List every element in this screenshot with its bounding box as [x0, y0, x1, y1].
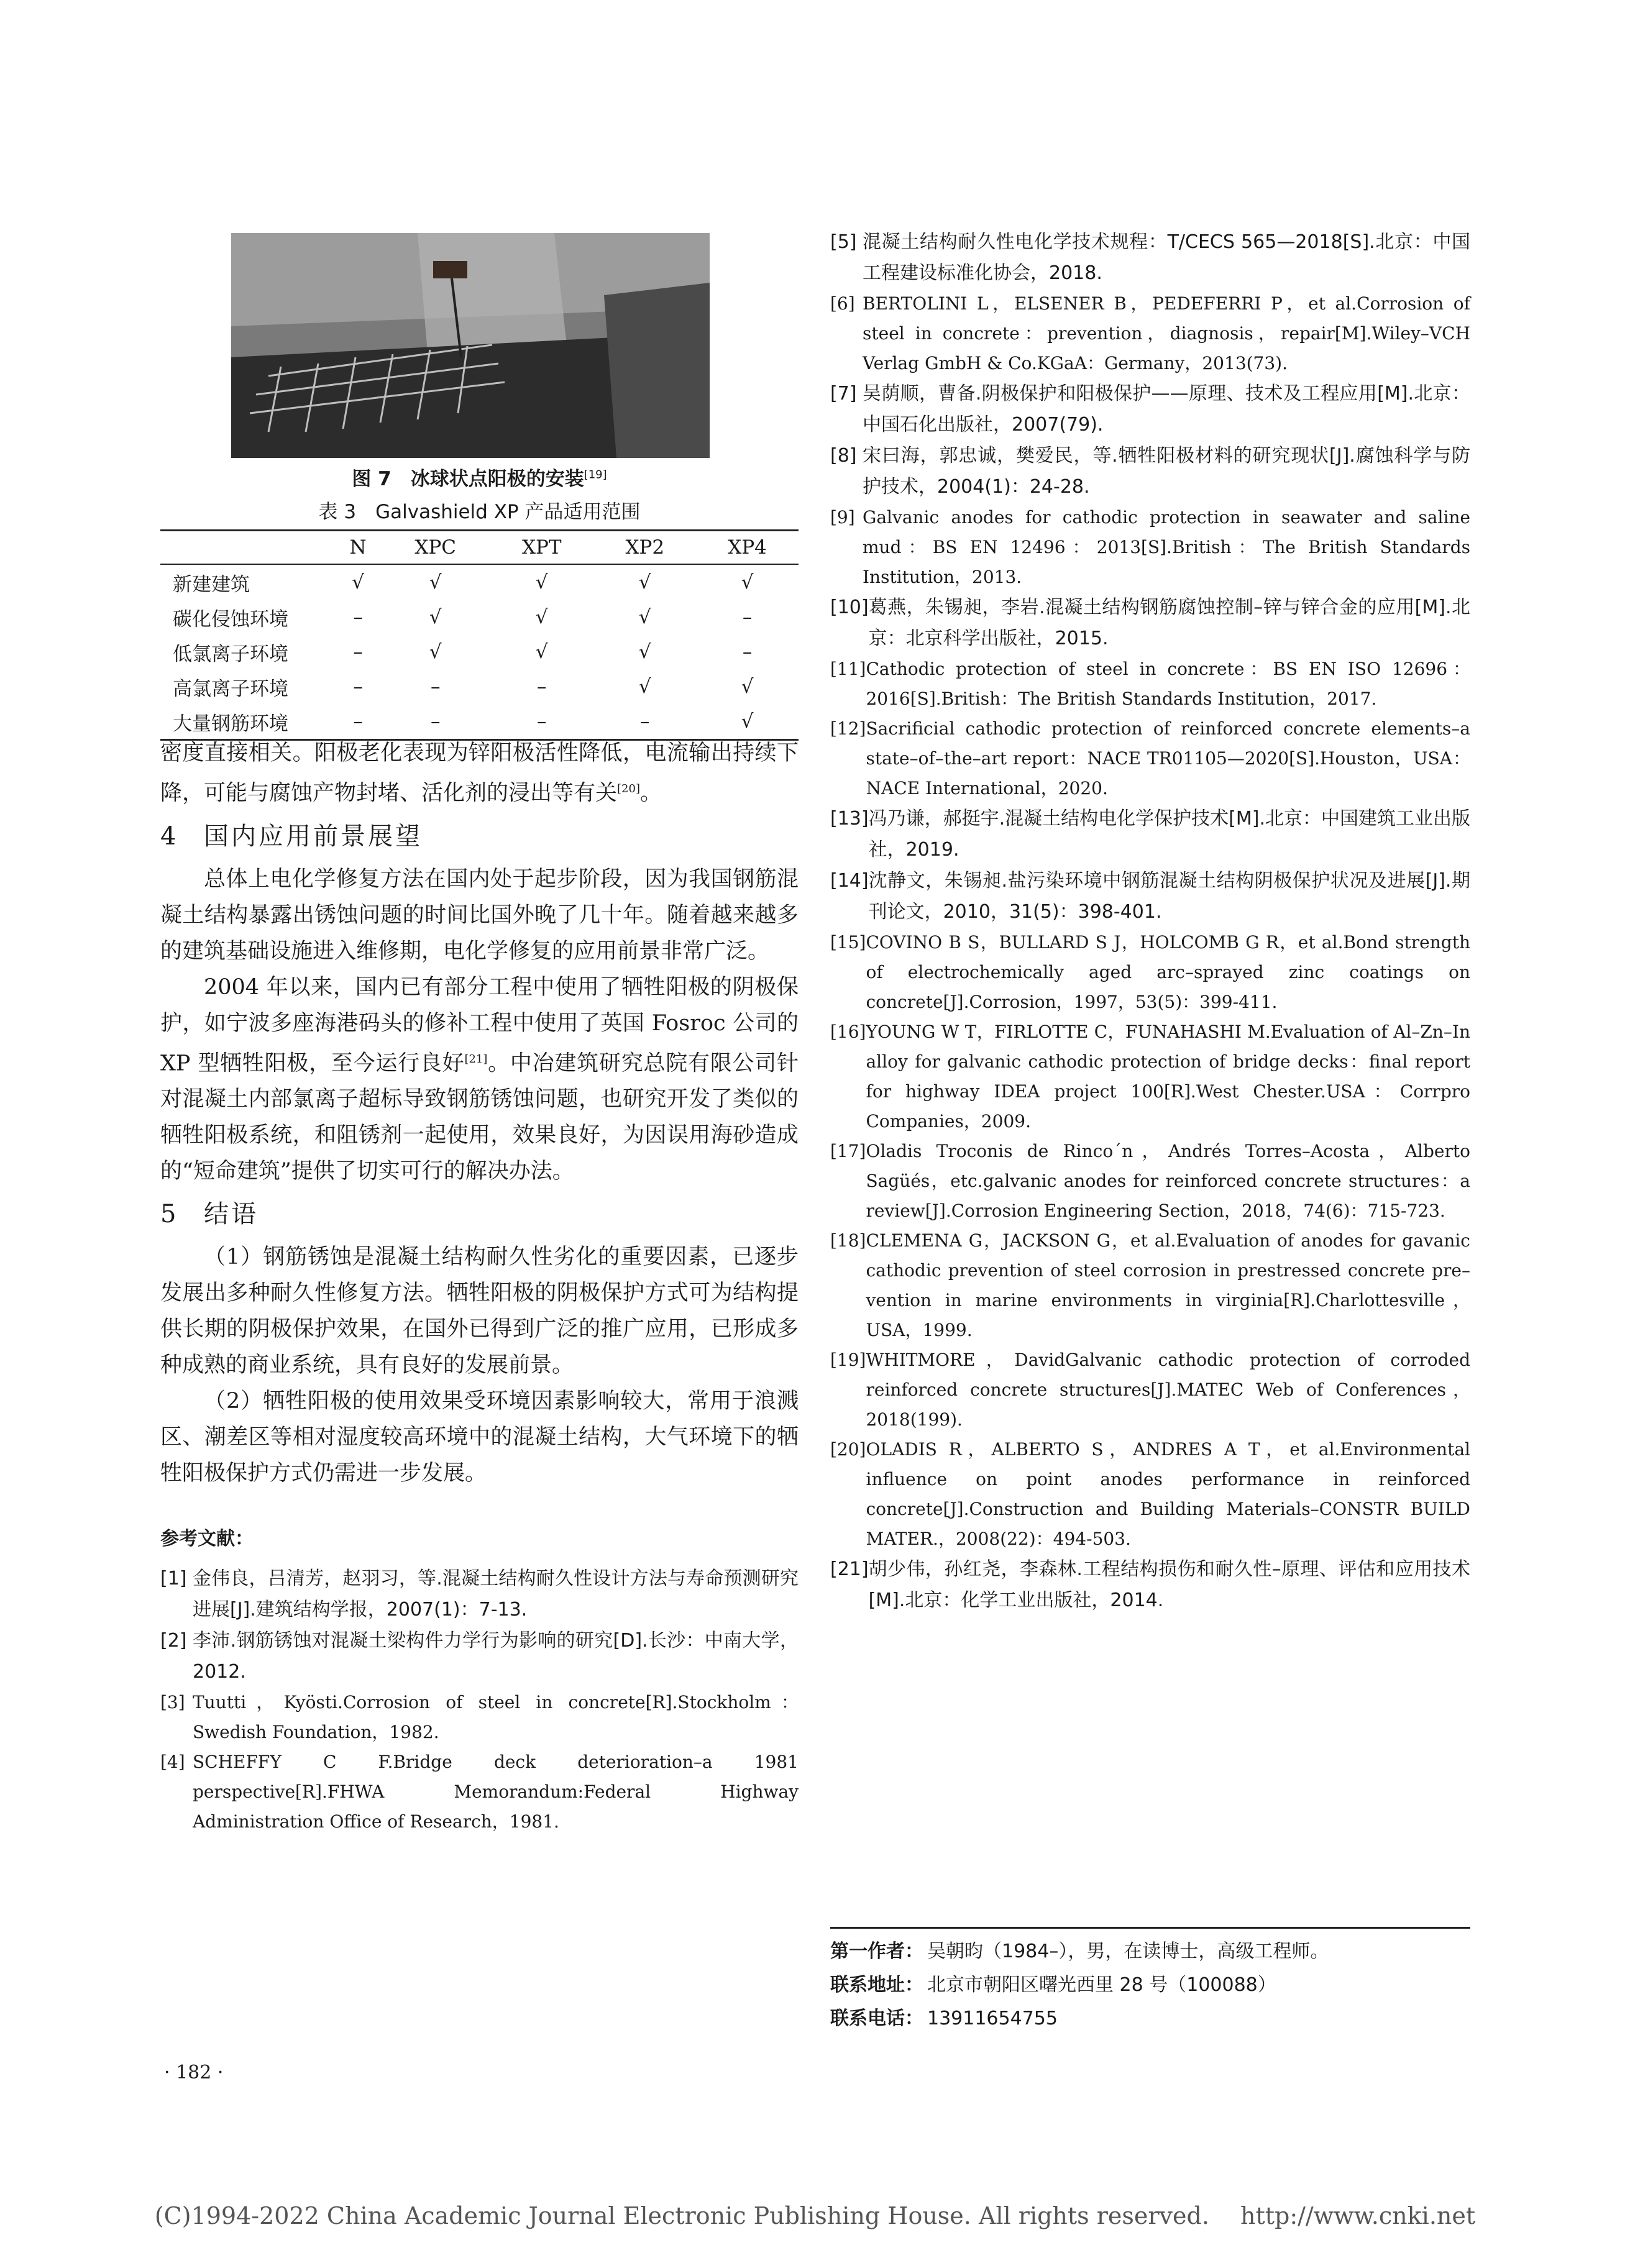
table-cell: –: [381, 704, 490, 740]
paragraph: （2）牺牲阳极的使用效果受环境因素影响较大，常用于浪溅区、潮差区等相对湿度较高环境中的混凝土结构，大气环境下的牺牲阳极保护方式仍需进一步发展。: [160, 1389, 799, 1486]
reference-item: [21] 胡少伟，孙红尧，李森林.工程结构损伤和耐久性–原理、评估和应用技术[M].北京：化学工业出版社，2014.: [830, 1558, 1470, 1611]
table-cell: –: [353, 641, 363, 663]
phone-line: 联系电话： 13911654755: [830, 2008, 1058, 2029]
table-cell: √: [535, 606, 548, 628]
reference-item: [1] 金伟良，吕清芳，赵羽习，等.混凝土结构耐久性设计方法与寿命预测研究进展[J].建筑结构学报，2007(1)：7-13.: [160, 1568, 799, 1621]
reference-item: [20] OLADIS R，ALBERTO S，ANDRES A T，et al.Environmental influence on point anodes performance in reinforced concrete[J].Construction and Building Materials–CONSTR BUILD MATER.，2008(22)：494-503.: [830, 1439, 1470, 1549]
table-header-cell: XP2: [593, 531, 696, 565]
table-cell: √: [352, 571, 364, 593]
figure-caption: 图 7 冰球状点阳极的安装[19]: [352, 468, 607, 490]
page-number: · 182 ·: [164, 2062, 224, 2083]
table-cell: √: [638, 675, 651, 698]
reference-item: [12] Sacrificial cathodic protection of reinforced concrete elements–a state–of–the–art report：NACE TR01105—2020[S].Houston，USA：NACE International，2020.: [830, 718, 1470, 798]
reference-item: [4] SCHEFFY C F.Bridge deck deterioration–a 1981 perspective[R].FHWA Memorandum:Federal Highway Administration Office of Research，1981.: [160, 1752, 799, 1832]
table-cell: √: [429, 606, 442, 628]
reference-item: [8] 宋曰海，郭忠诚，樊爱民，等.牺牲阳极材料的研究现状[J].腐蚀科学与防护技术，2004(1)：24-28.: [830, 445, 1470, 498]
reference-item: [16] YOUNG W T，FIRLOTTE C，FUNAHASHI M.Evaluation of Al–Zn–In alloy for galvanic cathodic protection of bridge decks：final report for highway IDEA project 100[R].West Chester.USA：Corrpro Companies，2009.: [830, 1022, 1470, 1132]
table-cell: √: [429, 641, 442, 663]
table-cell: 大量钢筋环境: [160, 704, 335, 740]
figure-illustration: [231, 233, 710, 458]
table-cell: –: [430, 675, 441, 698]
table-cell: 低氯离子环境: [173, 642, 288, 665]
paragraph: 密度直接相关。阳极老化表现为锌阳极活性降低，电流输出持续下降，可能与腐蚀产物封堵、活化剂的浸出等有关[20]。: [160, 741, 799, 806]
table-cell: –: [335, 704, 381, 740]
reference-item: [2] 李沛.钢筋锈蚀对混凝土梁构件力学行为影响的研究[D].长沙：中南大学，2012.: [160, 1630, 799, 1683]
table-header-cell: [160, 531, 335, 565]
table-header-cell: XP4: [696, 531, 799, 565]
table-header-cell: N: [335, 531, 381, 565]
figure-photo: [231, 233, 710, 458]
table-cell: √: [741, 571, 754, 593]
table-cell: √: [638, 641, 651, 663]
section-heading: 5 结语: [160, 1200, 259, 1229]
paragraph: （1）钢筋锈蚀是混凝土结构耐久性劣化的重要因素，已逐步发展出多种耐久性修复方法。牺牲阳极的阴极保护方式可为结构提供长期的阴极保护效果，在国外已得到广泛的推广应用，已形成多种成熟的商业系统，具有良好的发展前景。: [160, 1245, 799, 1378]
table-cell: √: [696, 704, 799, 740]
table-cell: –: [537, 675, 547, 698]
table-caption: 表 3 Galvashield XP 产品适用范围: [318, 501, 641, 523]
address-line: 联系地址： 北京市朝阳区曙光西里 28 号（100088）: [830, 1974, 1276, 1996]
reference-item: [11] Cathodic protection of steel in concrete：BS EN ISO 12696：2016[S].British：The British Standards Institution，2017.: [830, 659, 1470, 709]
table-cell: –: [742, 641, 753, 663]
table-cell: –: [353, 606, 363, 628]
reference-item: [14] 沈静文，朱锡昶.盐污染环境中钢筋混凝土结构阴极保护状况及进展[J].期刊论文，2010，31(5)：398-401.: [830, 870, 1470, 923]
reference-item: [10] 葛燕，朱锡昶，李岩.混凝土结构钢筋腐蚀控制–锌与锌合金的应用[M].北京：北京科学出版社，2015.: [830, 597, 1470, 649]
table-header-cell: XPT: [490, 531, 593, 565]
table-cell: √: [741, 675, 754, 698]
section-heading: 4 国内应用前景展望: [160, 821, 423, 851]
reference-item: [18] CLEMENA G，JACKSON G，et al.Evaluation of anodes for gavanic cathodic prevention of steel corrosion in prestressed concrete pre–vention in marine environments in virginia[R].Charlottesville，USA，1999.: [830, 1230, 1470, 1340]
table-row: [160, 600, 799, 634]
table-cell: √: [535, 571, 548, 593]
table-row: [160, 634, 799, 669]
reference-item: [15] COVINO B S，BULLARD S J，HOLCOMB G R，et al.Bond strength of electrochemically aged arc–sprayed zinc coatings on concrete[J].Corrosion，1997，53(5)：399-411.: [830, 932, 1470, 1012]
reference-item: [19] WHITMORE，DavidGalvanic cathodic protection of corroded reinforced concrete structures[J].MATEC Web of Conferences，2018(199).: [830, 1350, 1470, 1430]
table-row: [160, 704, 799, 740]
table-cell: 碳化侵蚀环境: [173, 608, 288, 631]
copyright-footer: (C)1994-2022 China Academic Journal Electronic Publishing House. All rights reserved. http://www.cnki.net: [154, 2202, 1476, 2229]
table-row: [160, 564, 799, 600]
paragraph: 总体上电化学修复方法在国内处于起步阶段，因为我国钢筋混凝土结构暴露出锈蚀问题的时间比国外晚了几十年。随着越来越多的建筑基础设施进入维修期，电化学修复的应用前景非常广泛。: [160, 866, 799, 964]
table-cell: –: [353, 675, 363, 698]
table-cell: –: [490, 704, 593, 740]
product-table: [160, 529, 799, 741]
left-column: [160, 735, 799, 1837]
table-cell: √: [429, 571, 442, 593]
references-title: 参考文献：: [160, 1528, 254, 1550]
reference-item: [17] Oladis Troconis de Rinco´n，Andrés Torres–Acosta，Alberto Sagüés，etc.galvanic anodes for reinforced concrete structures：a review[J].Corrosion Engineering Section，2018，74(6)：715-723.: [830, 1141, 1470, 1221]
reference-item: [5] 混凝土结构耐久性电化学技术规程：T/CECS 565—2018[S].北京：中国工程建设标准化协会，2018.: [830, 231, 1470, 284]
table-cell: 新建建筑: [173, 573, 250, 596]
paragraph: 2004 年以来，国内已有部分工程中使用了牺牲阳极的阴极保护，如宁波多座海港码头的修补工程中使用了英国 Fosroc 公司的 XP 型牺牲阳极，至今运行良好[21]。中冶建筑研究总院有限公司针对混凝土内部氯离子超标导致钢筋锈蚀问题，也研究开发了类似的牺牲阳极系统，和阻锈剂一起使用，效果良好，为因误用海砂造成的“短命建筑”提供了切实可行的解决办法。: [160, 974, 799, 1184]
reference-item: [7] 吴荫顺，曹备.阴极保护和阳极保护——原理、技术及工程应用[M].北京：中国石化出版社，2007(79).: [830, 383, 1470, 436]
table-cell: –: [593, 704, 696, 740]
table-row: [160, 669, 799, 704]
table-header-cell: XPC: [381, 531, 490, 565]
reference-item: [6] BERTOLINI L，ELSENER B，PEDEFERRI P，et al.Corrosion of steel in concrete：prevention，diagnosis，repair[M].Wiley–VCH Verlag GmbH & Co.KGaA：Germany，2013(73).: [830, 293, 1470, 373]
author-info: [830, 1927, 1470, 2036]
reference-item: [3] Tuutti，Kyösti.Corrosion of steel in concrete[R].Stockholm：Swedish Foundation，1982.: [160, 1692, 799, 1743]
table-cell: –: [742, 606, 753, 628]
table-cell: √: [535, 641, 548, 663]
reference-item: [13] 冯乃谦，郝挺宇.混凝土结构电化学保护技术[M].北京：中国建筑工业出版社，2019.: [830, 808, 1470, 861]
author-line: 第一作者： 吴朝昀（1984–），男，在读博士，高级工程师。: [830, 1941, 1329, 1962]
table-cell: 高氯离子环境: [173, 677, 288, 700]
reference-item: [9] Galvanic anodes for cathodic protection in seawater and saline mud：BS EN 12496：2013[S].British：The British Standards Institution，2013.: [830, 507, 1470, 587]
table-cell: √: [638, 606, 651, 628]
table-header-row: [160, 531, 799, 565]
table-cell: √: [638, 571, 651, 593]
right-column-references: [830, 227, 1470, 1616]
